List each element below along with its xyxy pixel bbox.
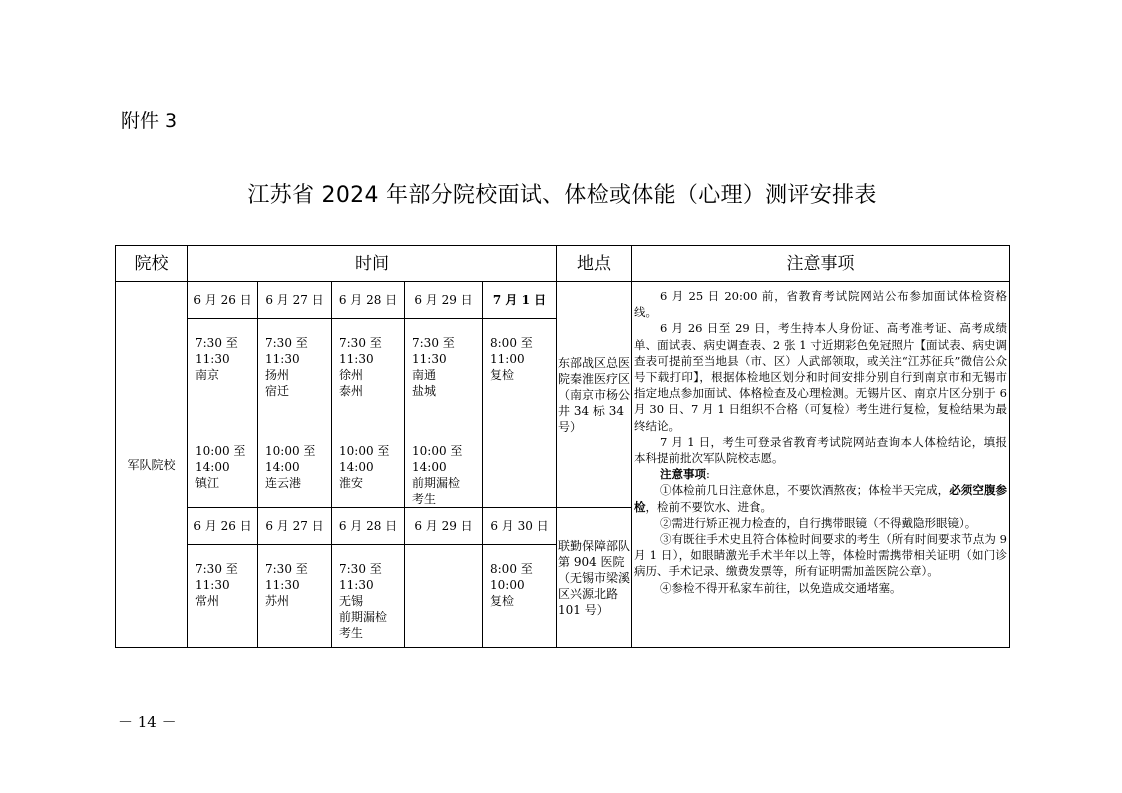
- g1-date-3: 6 月 28 日: [332, 282, 405, 319]
- notes-cell: [632, 282, 1010, 648]
- g2-slot-5: [483, 545, 557, 648]
- page-number: － 14 －: [118, 713, 177, 731]
- header-school: 院校: [116, 246, 188, 282]
- slot-line: 8:00 至: [490, 336, 533, 350]
- slot-line: 8:00 至: [490, 562, 533, 576]
- g2-location: 联勤保障部队第 904 医院（无锡市梁溪区兴源北路 101 号）: [557, 508, 632, 648]
- slot-line: 11:00: [490, 352, 525, 366]
- slot-line: 14:00: [195, 460, 230, 474]
- slot-line: 盐城: [412, 384, 437, 398]
- slot-line: 复检: [490, 368, 515, 382]
- slot-line: 10:00 至: [265, 444, 316, 458]
- group1-dates-row: [116, 282, 1010, 319]
- g1-slot-3: [332, 319, 405, 508]
- notes-item-1-bold: 必须空腹参检: [634, 483, 1008, 514]
- notes-item-2: ②需进行矫正视力检查的，自行携带眼镜（不得戴隐形眼镜）。: [660, 515, 977, 530]
- notes-p3: 7 月 1 日，考生可登录省教育考试院网站查询本人体检结论，填报本科提前批次军队院校志愿。: [634, 434, 1007, 466]
- header-row: [116, 246, 1010, 282]
- slot-line: 7:30 至: [265, 336, 308, 350]
- g2-date-3: 6 月 28 日: [332, 508, 405, 545]
- slot-line: 14:00: [412, 460, 447, 474]
- slot-line: 镇江: [195, 476, 220, 490]
- slot-line: 7:30 至: [412, 336, 455, 350]
- slot-line: 苏州: [265, 594, 290, 608]
- slot-line: 考生: [339, 626, 364, 640]
- g2-slot-2: [258, 545, 332, 648]
- g1-slot-1: [188, 319, 258, 508]
- slot-line: 7:30 至: [339, 562, 382, 576]
- slot-line: 11:30: [265, 352, 300, 366]
- slot-line: 10:00 至: [195, 444, 246, 458]
- g1-slot-4: [405, 319, 483, 508]
- attachment-label: 附件 3: [121, 110, 178, 132]
- slot-line: 7:30 至: [265, 562, 308, 576]
- slot-line: 泰州: [339, 384, 364, 398]
- slot-line: 扬州: [265, 368, 290, 382]
- g1-location: 东部战区总医院秦淮医疗区（南京市杨公井 34 标 34 号）: [557, 282, 632, 508]
- g2-slot-1: [188, 545, 258, 648]
- notes-p2: 6 月 26 日至 29 日，考生持本人身份证、高考准考证、高考成绩单、面试表、病史调查表、2 张 1 寸近期彩色免冠照片【面试表、病史调查表可提前至当地县（市、区）人武部领取，或关注“江苏征兵”微信公众号下载打印】，根据体检地区划分和时间安排分别自行到南京市和无锡市指定地点参加面试、体格检查及心理检测。无锡片区、南京片区分别于 6 月 30 日、7 月 1 日组织不合格（可复检）考生进行复检，复检结果为最终结论。: [634, 321, 1007, 433]
- slot-line: 11:30: [339, 578, 374, 592]
- slot-line: 11:30: [195, 352, 230, 366]
- slot-line: 宿迁: [265, 384, 290, 398]
- slot-line: 淮安: [339, 476, 364, 490]
- slot-line: 连云港: [265, 476, 302, 490]
- slot-line: 前期漏检: [412, 476, 461, 490]
- g1-date-5: 7 月 1 日: [483, 282, 557, 319]
- slot-line: 无锡: [339, 594, 364, 608]
- slot-line: 10:00 至: [339, 444, 390, 458]
- slot-line: 7:30 至: [195, 336, 238, 350]
- slot-line: 考生: [412, 492, 437, 506]
- slot-line: 7:30 至: [339, 336, 382, 350]
- slot-line: 11:30: [195, 578, 230, 592]
- notes-heading-text: 注意事项: [660, 467, 706, 482]
- header-time: 时间: [188, 246, 557, 282]
- slot-line: 南通: [412, 368, 437, 382]
- slot-line: 11:30: [265, 578, 300, 592]
- g2-date-2: 6 月 27 日: [258, 508, 332, 545]
- slot-line: 南京: [195, 368, 220, 382]
- header-notes: 注意事项: [632, 246, 1010, 282]
- slot-line: 11:30: [339, 352, 374, 366]
- slot-line: 10:00: [490, 578, 525, 592]
- notes-heading-colon: :: [706, 467, 710, 482]
- notes-heading: [634, 466, 1007, 482]
- g1-date-2: 6 月 27 日: [258, 282, 332, 319]
- slot-line: 11:30: [412, 352, 447, 366]
- g1-slot-5: [483, 319, 557, 508]
- slot-line: 常州: [195, 594, 220, 608]
- slot-line: 复检: [490, 594, 515, 608]
- document-title: 江苏省 2024 年部分院校面试、体检或体能（心理）测评安排表: [247, 183, 877, 208]
- notes-item-4: ④参检不得开私家车前往，以免造成交通堵塞。: [660, 580, 902, 595]
- g2-date-1: 6 月 26 日: [188, 508, 258, 545]
- notes-item-1: [634, 482, 1007, 514]
- slot-line: 14:00: [339, 460, 374, 474]
- g1-slot-2: [258, 319, 332, 508]
- g1-date-4: 6 月 29 日: [405, 282, 483, 319]
- g2-date-4: 6 月 29 日: [405, 508, 483, 545]
- notes-p1: 6 月 25 日 20:00 前，省教育考试院网站公布参加面试体检资格线。: [634, 289, 1007, 320]
- slot-line: 徐州: [339, 368, 364, 382]
- notes-item-1-post: ，检前不要饮水、进食。: [645, 499, 772, 514]
- school-cell: 军队院校: [116, 282, 188, 648]
- g2-slot-3: [332, 545, 405, 648]
- header-location: 地点: [557, 246, 632, 282]
- g2-date-5: 6 月 30 日: [483, 508, 557, 545]
- schedule-table: [115, 245, 1010, 648]
- slot-line: 10:00 至: [412, 444, 463, 458]
- g2-slot-4: [405, 545, 483, 648]
- slot-line: 14:00: [265, 460, 300, 474]
- slot-line: 前期漏检: [339, 610, 388, 624]
- notes-item-1-pre: ①体检前几日注意休息，不要饮酒熬夜；体检半天完成，: [660, 483, 950, 498]
- g1-date-1: 6 月 26 日: [188, 282, 258, 319]
- notes-item-3: ③有既往手术史且符合体检时间要求的考生（所有时间要求节点为 9 月 1 日），如眼睛激光手术半年以上等，体检时需携带相关证明（如门诊病历、手术记录、缴费发票等，所有证明需加盖医院公章）。: [634, 532, 1007, 579]
- slot-line: 7:30 至: [195, 562, 238, 576]
